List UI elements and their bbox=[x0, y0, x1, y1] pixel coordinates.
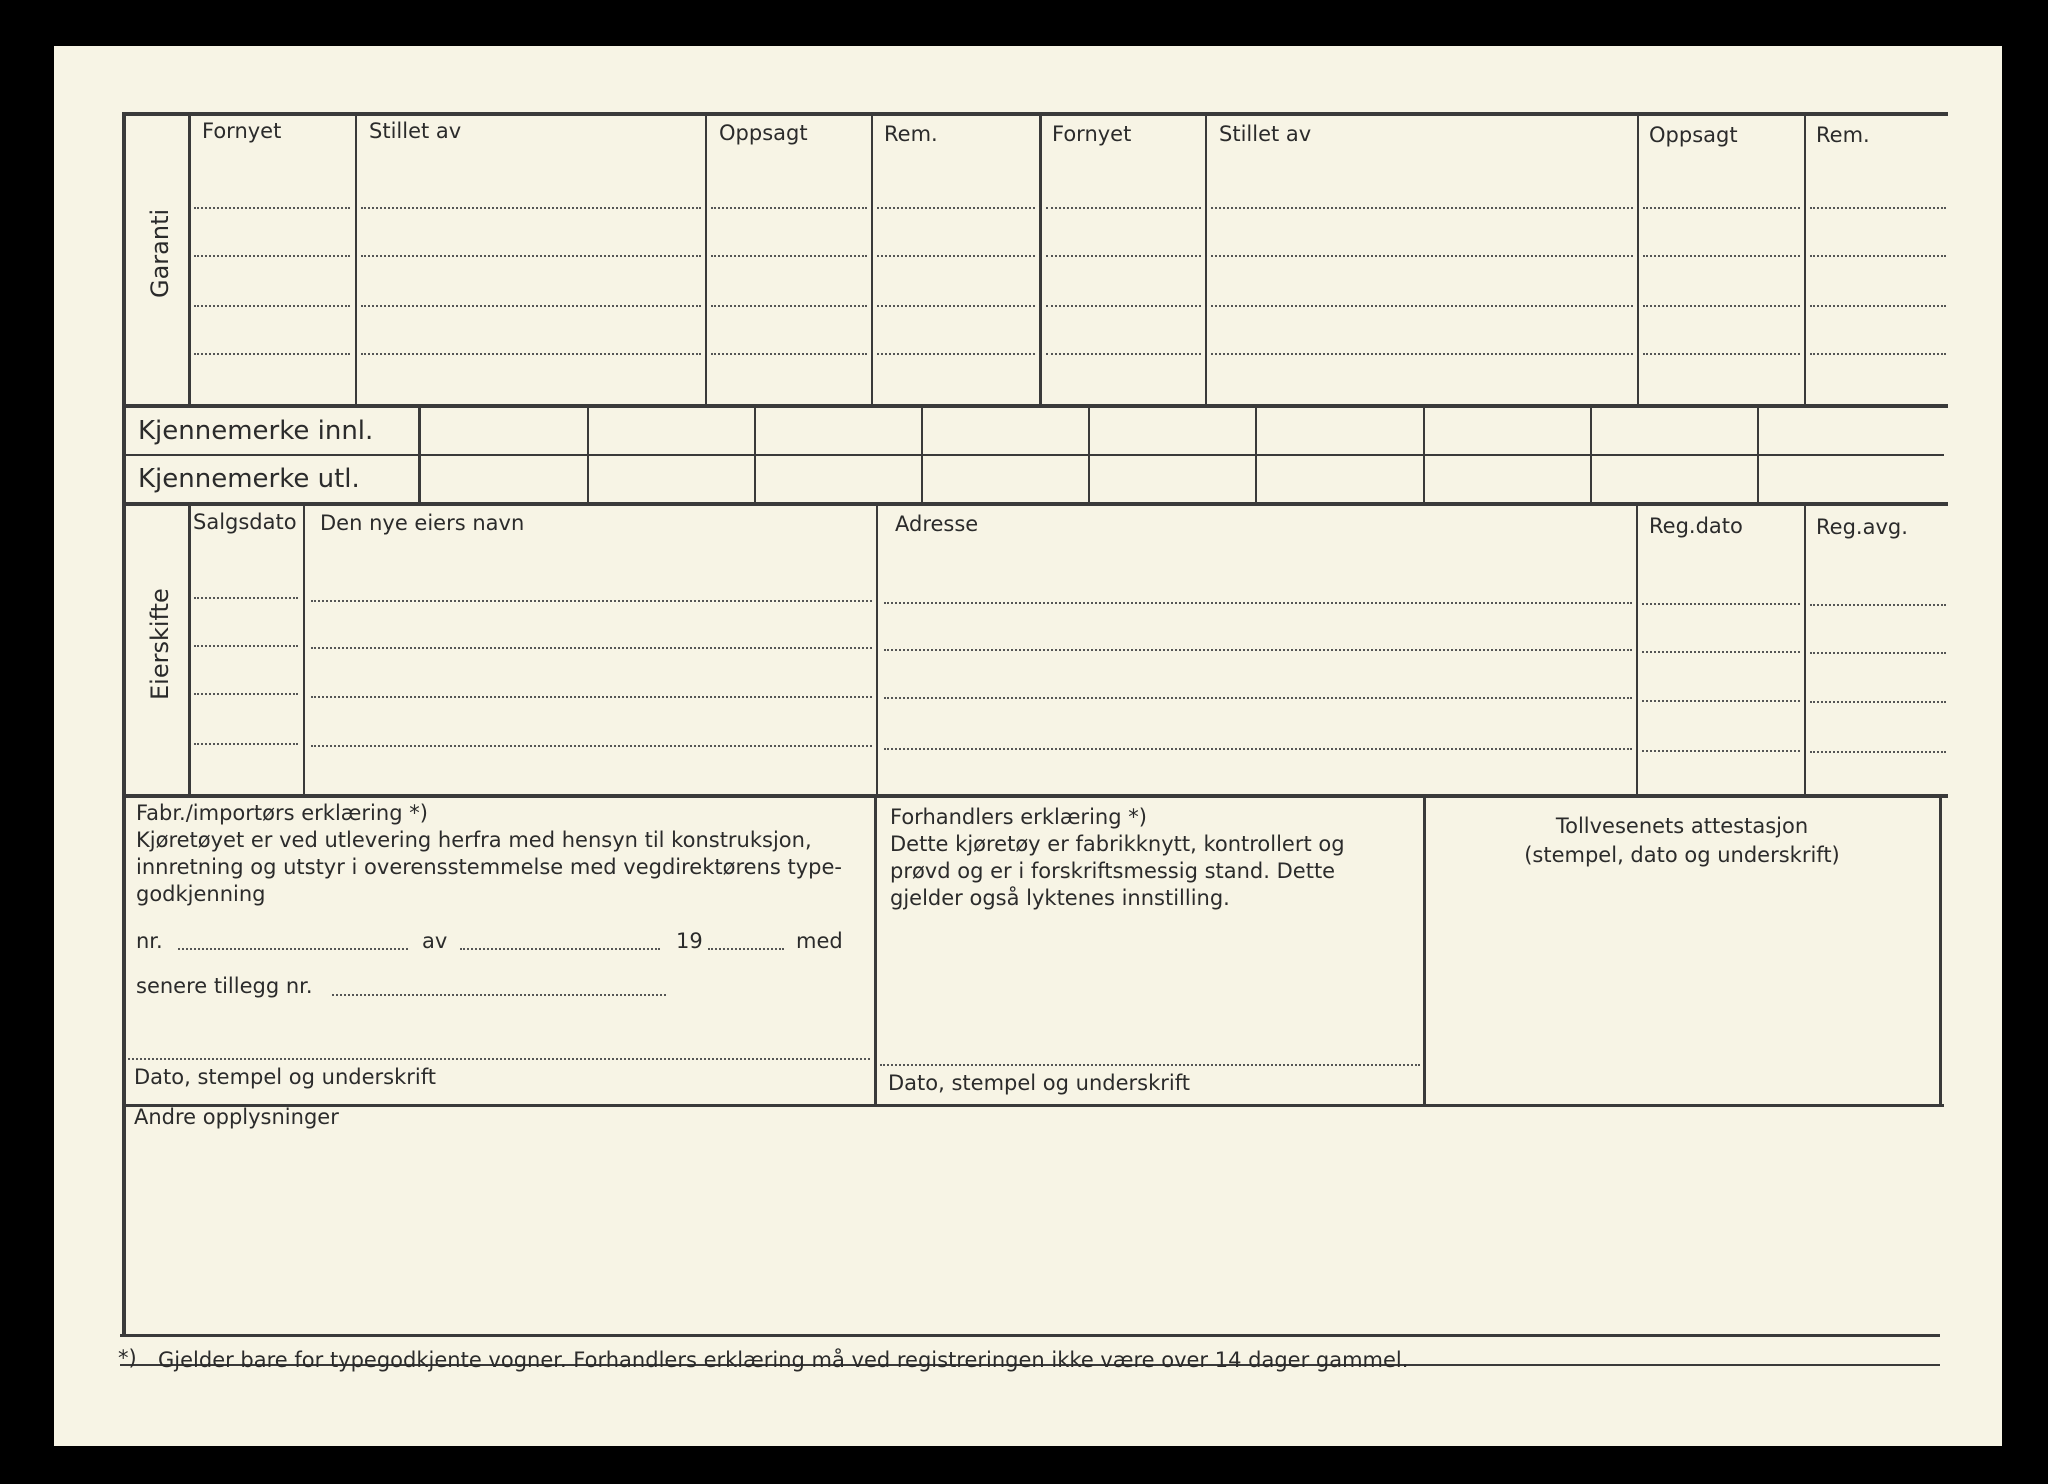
kjennemerke-middle-line bbox=[126, 454, 1944, 456]
fabrikant-med-label: med bbox=[796, 929, 843, 953]
garanti-col-line bbox=[1637, 116, 1639, 404]
kjennemerke-col-line bbox=[587, 408, 589, 502]
left-border bbox=[122, 112, 126, 1334]
garanti-header-stillet-av-left: Stillet av bbox=[369, 119, 462, 143]
garanti-col-line bbox=[871, 116, 873, 404]
eierskifte-header-regavg: Reg.avg. bbox=[1816, 515, 1908, 539]
garanti-header-rem-right: Rem. bbox=[1816, 123, 1870, 147]
form-bottom-border bbox=[120, 1334, 1940, 1337]
tollvesen-subtitle: (stempel, dato og underskrift) bbox=[1524, 843, 1840, 867]
kjennemerke-col-line bbox=[921, 408, 923, 502]
footnote-text: Gjelder bare for typegodkjente vogner. Forhandlers erklæring må ved registreringen ikke være over 14 dager gammel. bbox=[158, 1348, 1409, 1372]
garanti-header-rem-left: Rem. bbox=[884, 122, 938, 146]
fabrikant-text-line: godkjenning bbox=[136, 882, 266, 906]
fabrikant-tillegg-field bbox=[332, 994, 666, 996]
forhandler-text-line: gjelder også lyktenes innstilling. bbox=[890, 886, 1230, 910]
eierskifte-top-border bbox=[126, 502, 1948, 506]
garanti-header-fornyet-right: Fornyet bbox=[1052, 122, 1132, 146]
garanti-header-fornyet-left: Fornyet bbox=[202, 119, 282, 143]
fabrikant-nr-field bbox=[178, 948, 408, 950]
eierskifte-col-line bbox=[1804, 506, 1806, 794]
fabrikant-text-line: Kjøretøyet er ved utlevering herfra med hensyn til konstruksjon, bbox=[136, 828, 812, 852]
eierskifte-col-line bbox=[876, 506, 878, 794]
garanti-col-divider bbox=[1039, 116, 1042, 404]
kjennemerke-col-line bbox=[754, 408, 756, 502]
fabrikant-tillegg-label: senere tillegg nr. bbox=[136, 974, 313, 998]
declaration-col-line bbox=[874, 798, 877, 1104]
eierskifte-col-line bbox=[188, 506, 191, 794]
garanti-col-line bbox=[188, 116, 191, 404]
fabrikant-text-line: innretning og utstyr i overensstemmelse med vegdirektørens type- bbox=[136, 855, 842, 879]
kjennemerke-utl-label: Kjennemerke utl. bbox=[138, 464, 360, 494]
garanti-col-line bbox=[355, 116, 357, 404]
forhandler-text-line: prøvd og er i forskriftsmessig stand. Dette bbox=[890, 859, 1336, 883]
footnote-mark: *) bbox=[118, 1346, 137, 1370]
kjennemerke-col-line bbox=[418, 408, 421, 502]
forhandler-title: Forhandlers erklæring *) bbox=[890, 805, 1147, 829]
garanti-header-oppsagt-right: Oppsagt bbox=[1649, 123, 1738, 147]
eierskifte-header-adresse: Adresse bbox=[895, 512, 979, 536]
top-border bbox=[122, 112, 1948, 116]
fabrikant-av-label: av bbox=[422, 929, 448, 953]
fabrikant-nr-label: nr. bbox=[136, 929, 163, 953]
fabrikant-av-field bbox=[460, 948, 660, 950]
garanti-col-line bbox=[1205, 116, 1207, 404]
eierskifte-col-line bbox=[1636, 506, 1638, 794]
declarations-bottom-border bbox=[126, 1104, 1944, 1107]
forhandler-text-line: Dette kjøretøy er fabrikknytt, kontrollert og bbox=[890, 832, 1345, 856]
fabrikant-year-label: 19 bbox=[676, 929, 703, 953]
eierskifte-side-label: Eierskifte bbox=[146, 588, 174, 700]
garanti-side-label: Garanti bbox=[146, 208, 174, 298]
andre-opplysninger-label: Andre opplysninger bbox=[134, 1105, 339, 1129]
garanti-header-oppsagt-left: Oppsagt bbox=[719, 121, 808, 145]
kjennemerke-col-line bbox=[1423, 408, 1425, 502]
fabrikant-declaration bbox=[136, 800, 842, 908]
eierskifte-header-regdato: Reg.dato bbox=[1649, 514, 1743, 538]
kjennemerke-col-line bbox=[1590, 408, 1592, 502]
eierskifte-header-salgsdato: Salgsdato bbox=[193, 510, 297, 534]
fabrikant-signature-field bbox=[128, 1058, 870, 1060]
kjennemerke-col-line bbox=[1255, 408, 1257, 502]
kjennemerke-innl-label: Kjennemerke innl. bbox=[138, 416, 374, 446]
eierskifte-bottom-border bbox=[126, 794, 1948, 798]
kjennemerke-col-line bbox=[1088, 408, 1090, 502]
garanti-col-line bbox=[1804, 116, 1806, 404]
garanti-bottom-border bbox=[126, 404, 1948, 408]
eierskifte-header-ny-eier: Den nye eiers navn bbox=[320, 511, 525, 535]
forhandler-signature-label: Dato, stempel og underskrift bbox=[888, 1071, 1190, 1095]
forhandler-declaration bbox=[890, 804, 1345, 912]
fabrikant-title: Fabr./importørs erklæring *) bbox=[136, 801, 428, 825]
garanti-header-stillet-av-right: Stillet av bbox=[1219, 122, 1312, 146]
tollvesen-title: Tollvesenets attestasjon bbox=[1555, 814, 1809, 838]
forhandler-signature-field bbox=[880, 1064, 1420, 1066]
kjennemerke-col-line bbox=[1757, 408, 1759, 502]
eierskifte-col-line bbox=[303, 506, 305, 794]
fabrikant-year-field bbox=[708, 948, 784, 950]
fabrikant-signature-label: Dato, stempel og underskrift bbox=[134, 1065, 436, 1089]
garanti-col-line bbox=[705, 116, 707, 404]
